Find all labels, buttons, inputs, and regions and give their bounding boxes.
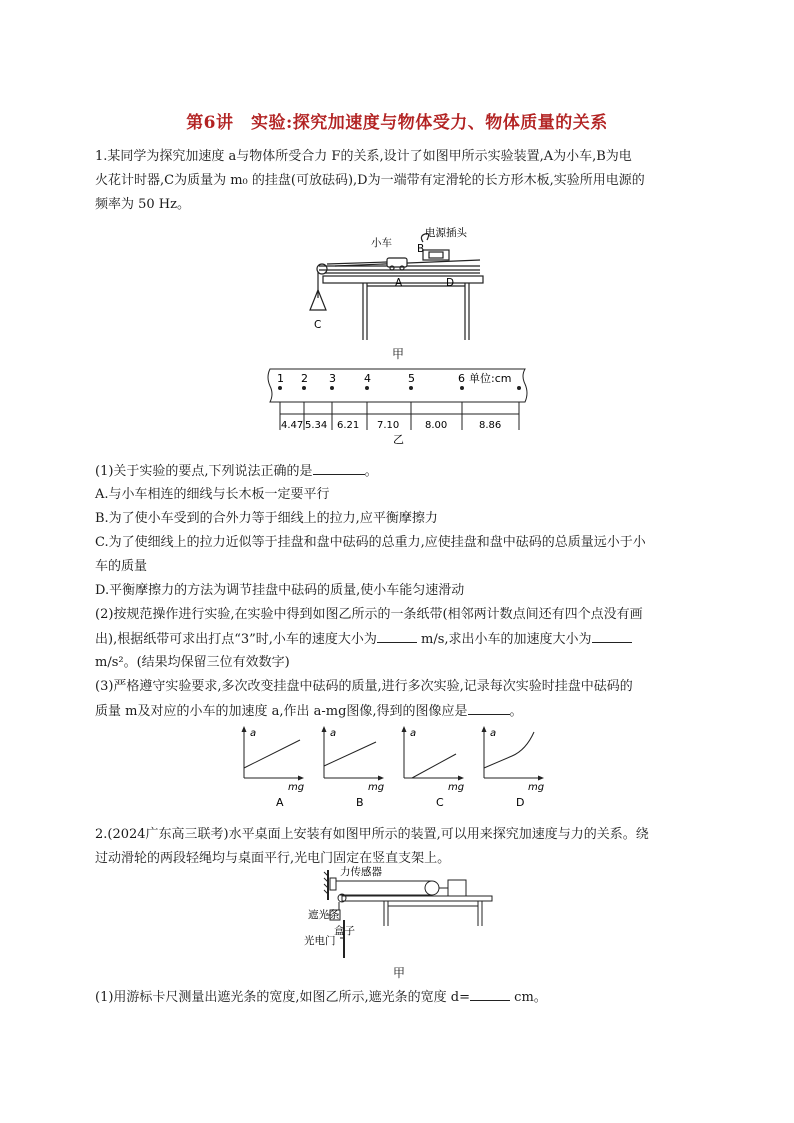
q1-part3-blank[interactable] xyxy=(468,702,510,715)
table-top xyxy=(323,276,483,283)
tape-point-2 xyxy=(302,386,306,390)
q1-option-b: B.为了使小车受到的合外力等于细线上的拉力,应平衡摩擦力 xyxy=(95,511,438,526)
q1-stem-line-3: 频率为 50 Hz。 xyxy=(95,197,190,212)
q1-stem-line-1: 1.某同学为探究加速度 a与物体所受合力 F的关系,设计了如图甲所示实验装置,A为小车,B为电 xyxy=(95,149,632,164)
q1-part2-line1: (2)按规范操作进行实验,在实验中得到如图乙所示的一条纸带(相邻两计数点间还有四个点没有画 xyxy=(95,607,643,622)
q1-part1-blank[interactable] xyxy=(313,462,365,475)
label-force-sensor: 力传感器 xyxy=(340,866,382,878)
tape-dist-1: 4.47 xyxy=(281,420,304,431)
label-d: D xyxy=(446,277,455,289)
q2-fig-caption: 甲 xyxy=(393,966,406,980)
tape-label-4: 4 xyxy=(364,372,371,385)
svg-text:a: a xyxy=(250,728,257,739)
slider-block xyxy=(448,880,466,896)
graph-label-d: D xyxy=(516,796,525,809)
label-c: C xyxy=(314,319,322,331)
q1-velocity-blank[interactable] xyxy=(377,630,417,643)
svg-text:mg: mg xyxy=(528,782,545,793)
q1-option-c: C.为了使细线上的拉力近似等于挂盘和盘中砝码的总重力,应使挂盘和盘中砝码的总质量远小于小 xyxy=(95,535,646,550)
label-plug: 电源插头 xyxy=(425,227,467,239)
tape-dist-3: 6.21 xyxy=(337,420,360,431)
q1-part2-line3: m/s²。(结果均保留三位有效数字) xyxy=(95,655,290,670)
q1-tape-figure xyxy=(265,366,535,446)
label-a: A xyxy=(395,277,403,289)
label-strip: 遮光条 xyxy=(308,909,340,921)
q1-option-d: D.平衡摩擦力的方法为调节挂盘中砝码的质量,使小车能匀速滑动 xyxy=(95,583,465,598)
q1-acceleration-blank[interactable] xyxy=(592,630,632,643)
svg-text:mg: mg xyxy=(448,782,465,793)
label-box: 盒子 xyxy=(334,925,355,937)
tape-dist-2: 5.34 xyxy=(305,420,328,431)
q2-width-blank[interactable] xyxy=(470,988,510,1001)
q1-graph-options xyxy=(230,724,560,812)
label-b: B xyxy=(417,243,425,255)
tape-dist-6: 8.86 xyxy=(479,420,502,431)
fig-jia-caption: 甲 xyxy=(392,347,405,361)
tape-unit: 单位:cm xyxy=(469,372,512,385)
tape-label-6: 6 xyxy=(458,372,465,385)
q1-part2-line2: 出),根据纸带可求出打点“3”时,小车的速度大小为 m/s,求出小车的加速度大小为 xyxy=(95,630,705,649)
graph-c-line xyxy=(412,754,456,778)
tape-dist-5: 8.00 xyxy=(425,420,448,431)
svg-text:a: a xyxy=(490,728,497,739)
label-photogate: 光电门 xyxy=(304,935,336,947)
graph-a-line xyxy=(244,740,300,768)
graph-label-a: A xyxy=(276,796,284,809)
q1-option-a: A.与小车相连的细线与长木板一定要平行 xyxy=(95,487,330,502)
tape-dist-4: 7.10 xyxy=(377,420,400,431)
movable-pulley xyxy=(425,881,439,895)
svg-text:a: a xyxy=(330,728,337,739)
table-top xyxy=(342,896,492,901)
q1-part3-line1: (3)严格遵守实验要求,多次改变挂盘中砝码的质量,进行多次实验,记录每次实验时挂盘中砝码的 xyxy=(95,679,633,694)
q2-stem-line-1: 2.(2024广东高三联考)水平桌面上安装有如图甲所示的装置,可以用来探究加速度与力的关系。绕 xyxy=(95,827,649,842)
tape-caption: 乙 xyxy=(393,433,404,446)
q2-stem-line-2: 过动滑轮的两段轻绳均与桌面平行,光电门固定在竖直支架上。 xyxy=(95,851,451,866)
q1-part3-line2: 质量 m及对应的小车的加速度 a,作出 a-mg图像,得到的图像应是 。 xyxy=(95,704,523,719)
svg-text:mg: mg xyxy=(368,782,385,793)
graph-label-c: C xyxy=(436,796,444,809)
tape-point-5 xyxy=(409,386,413,390)
tape-label-1: 1 xyxy=(277,372,284,385)
q1-part1: (1)关于实验的要点,下列说法正确的是 。 xyxy=(95,464,378,479)
tape-point-7 xyxy=(517,386,521,390)
q1-option-c-cont: 车的质量 xyxy=(95,559,148,574)
tape-point-1 xyxy=(278,386,282,390)
q2-part1: (1)用游标卡尺测量出遮光条的宽度,如图乙所示,遮光条的宽度 d= cm。 xyxy=(95,990,547,1005)
tape-label-5: 5 xyxy=(408,372,415,385)
tape-label-2: 2 xyxy=(301,372,308,385)
cart-a xyxy=(387,258,407,267)
tape-point-3 xyxy=(330,386,334,390)
page-title: 第6讲 实验:探究加速度与物体受力、物体质量的关系 xyxy=(186,113,608,133)
tape-point-4 xyxy=(365,386,369,390)
svg-text:a: a xyxy=(410,728,417,739)
force-sensor xyxy=(330,878,336,890)
svg-text:mg: mg xyxy=(288,782,305,793)
tape-point-6 xyxy=(460,386,464,390)
q1-apparatus-figure xyxy=(305,220,495,358)
q1-stem-line-2: 火花计时器,C为质量为 m₀ 的挂盘(可放砝码),D为一端带有定滑轮的长方形木板,实验所用电源的 xyxy=(95,173,645,188)
label-cart: 小车 xyxy=(371,237,392,249)
graph-b-line xyxy=(324,742,376,766)
graph-label-b: B xyxy=(356,796,364,809)
q2-apparatus-figure xyxy=(300,864,500,960)
tape-label-3: 3 xyxy=(329,372,336,385)
